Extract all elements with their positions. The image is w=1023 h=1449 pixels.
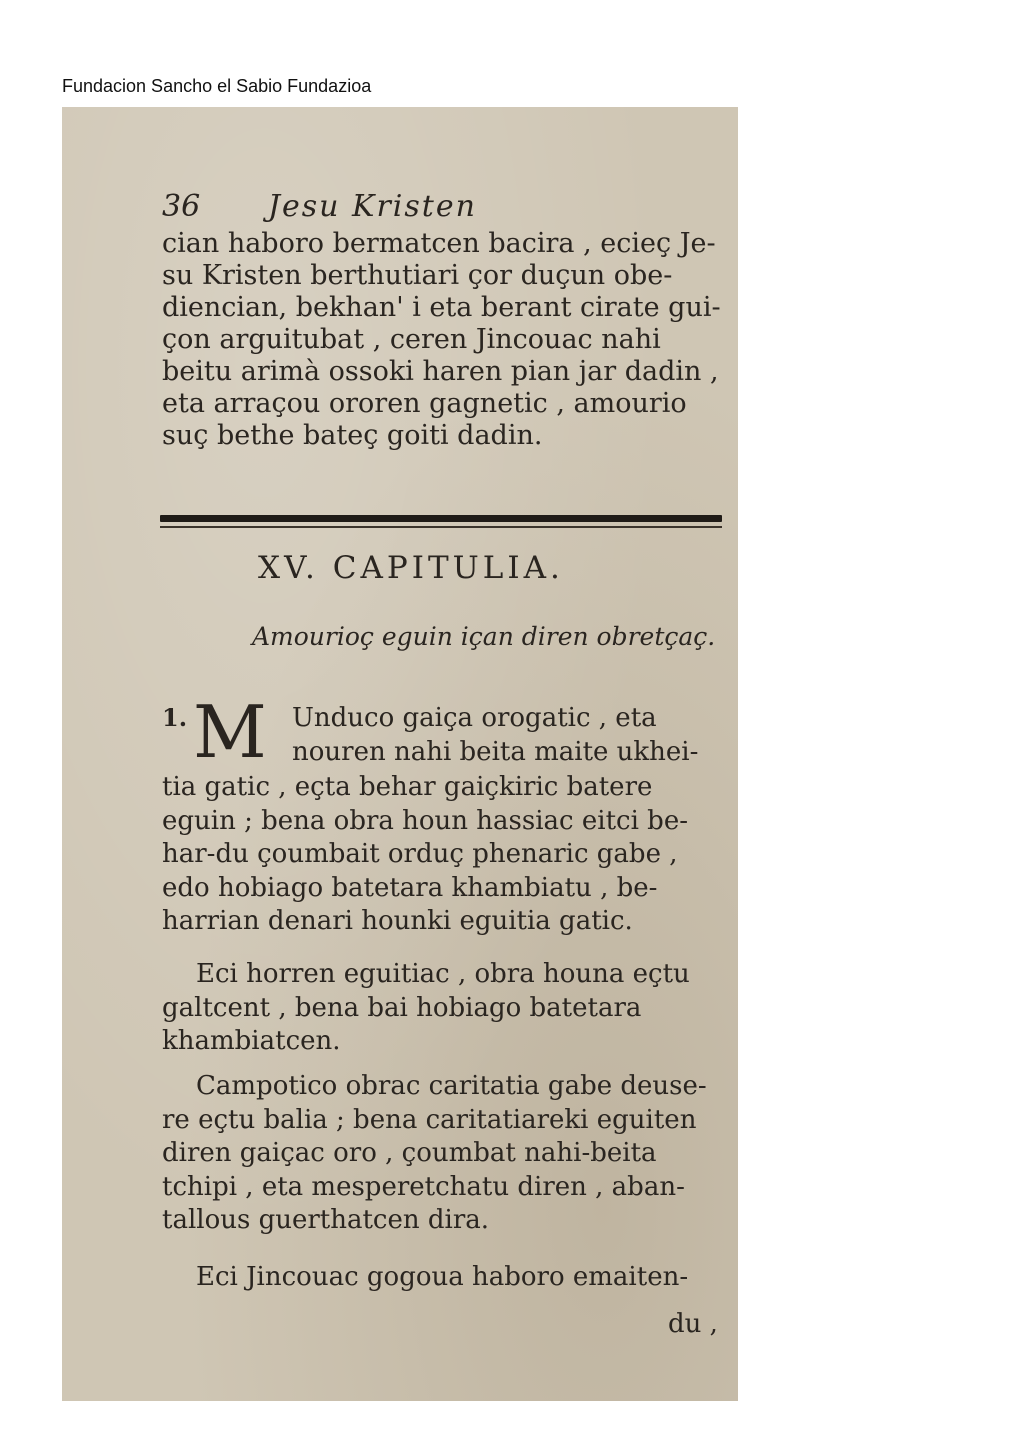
opening-text-block [162, 228, 722, 452]
text-line: beitu arimà ossoki haren pian jar dadin , [162, 356, 719, 387]
section-number: 1. [162, 703, 188, 732]
text-line: cian haboro bermatcen bacira , ecieç Je- [162, 228, 716, 259]
section-divider-rule [160, 515, 722, 522]
drop-cap: M [193, 690, 267, 774]
text-line: su Kristen berthutiari çor duçun obe- [162, 260, 673, 291]
text-line: eguin ; bena obra houn hassiac eitci be- [162, 805, 688, 836]
text-line: Unduco gaiça orogatic , eta [292, 703, 657, 733]
text-line: suç bethe bateç goiti dadin. [162, 420, 543, 451]
text-line: nouren nahi beita maite ukhei- [292, 736, 699, 767]
paragraph-1-opening [162, 702, 722, 769]
chapter-title: XV. CAPITULIA. [258, 550, 564, 586]
text-line: diencian, bekhan' i eta berant cirate gui- [162, 292, 721, 323]
paragraph-4 [162, 1261, 722, 1295]
text-line: tia gatic , eçta behar gaiçkiric batere [162, 772, 653, 802]
paragraph-3 [162, 1070, 722, 1238]
catchword: du , [668, 1309, 718, 1339]
section-divider-thin-rule [160, 526, 722, 528]
book-page-scan [62, 107, 738, 1401]
chapter-subtitle: Amourioç eguin içan diren obretçaç. [252, 622, 716, 651]
text-line: edo hobiago batetara khambiatu , be- [162, 872, 658, 903]
text-line: eta arraçou ororen gagnetic , amourio [162, 388, 687, 419]
page-number: 36 [162, 189, 201, 224]
text-line: Campotico obrac caritatia gabe deuse- [196, 1071, 707, 1101]
text-line: harrian denari hounki eguitia gatic. [162, 906, 633, 936]
text-line: diren gaiçac oro , çoumbat nahi-beita [162, 1138, 657, 1168]
text-line: khambiatcen. [162, 1026, 341, 1056]
running-title: Jesu Kristen [268, 189, 477, 224]
text-line: Eci Jincouac gogoua haboro emaiten- [196, 1262, 689, 1292]
archive-header: Fundacion Sancho el Sabio Fundazioa [62, 76, 372, 96]
text-line: re eçtu balia ; bena caritatiareki eguiten [162, 1104, 697, 1135]
text-line: çon arguitubat , ceren Jincouac nahi [162, 324, 661, 355]
text-line: har-du çoumbait orduç phenaric gabe , [162, 839, 678, 869]
paragraph-1 [162, 771, 722, 939]
text-line: tallous guerthatcen dira. [162, 1205, 490, 1235]
text-line: Eci horren eguitiac , obra houna eçtu [196, 959, 690, 989]
text-line: galtcent , bena bai hobiago batetara [162, 992, 642, 1023]
paragraph-2 [162, 958, 722, 1059]
text-line: tchipi , eta mesperetchatu diren , aban- [162, 1171, 685, 1202]
